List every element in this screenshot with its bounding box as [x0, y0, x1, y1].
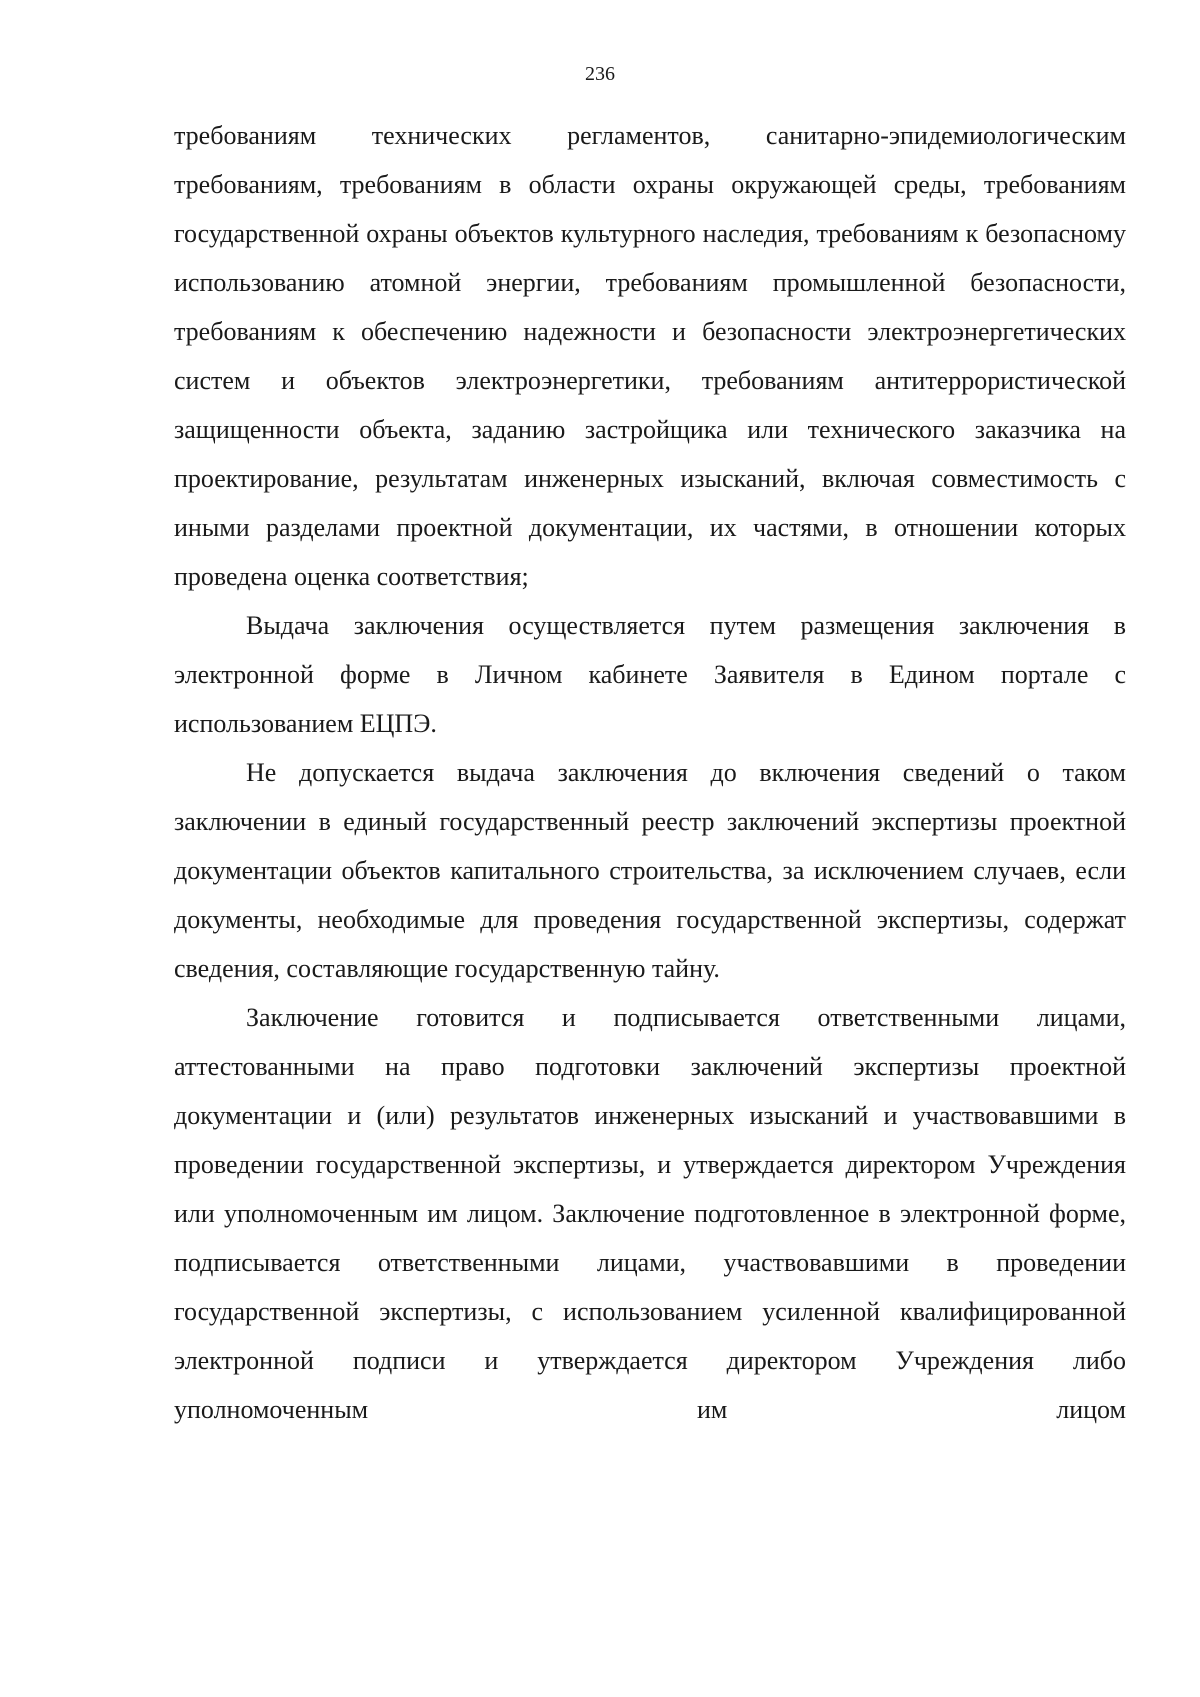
paragraph-issuance: Выдача заключения осуществляется путем размещения заключения в электронной форме в Личном кабинете Заявителя в Едином портале с использованием ЕЦПЭ. — [174, 611, 1126, 738]
paragraph-requirements: требованиям технических регламентов, санитарно-эпидемиологическим требованиям, требованиям в области охраны окружающей среды, требованиям государственной охраны объектов культурного наследия, требованиям к безопасному использованию атомной энергии, требованиям промышленной безопасности, требованиям к обеспечению надежности и безопасности электроэнергетических систем и объектов электроэнергетики, требованиям антитеррористической защищенности объекта, заданию застройщика или технического заказчика на проектирование, результатам инженерных изысканий, включая совместимость с иными разделами проектной документации, их частями, в отношении которых проведена оценка соответствия; — [174, 121, 1126, 591]
paragraph-signing: Заключение готовится и подписывается ответственными лицами, аттестованными на право подготовки заключений экспертизы проектной документации и (или) результатов инженерных изысканий и участвовавшими в проведении государственной экспертизы, и утверждается директором Учреждения или уполномоченным им лицом. Заключение подготовленное в электронной форме, подписывается ответственными лицами, участвовавшими в проведении государственной экспертизы, с использованием усиленной квалифицированной электронной подписи и утверждается директором Учреждения либо уполномоченным им лицом — [174, 1003, 1126, 1424]
page-number: 236 — [585, 63, 615, 85]
page-body — [174, 111, 1126, 1434]
paragraph-registry: Не допускается выдача заключения до включения сведений о таком заключении в единый государственный реестр заключений экспертизы проектной документации объектов капитального строительства, за исключением случаев, если документы, необходимые для проведения государственной экспертизы, содержат сведения, составляющие государственную тайну. — [174, 758, 1126, 983]
